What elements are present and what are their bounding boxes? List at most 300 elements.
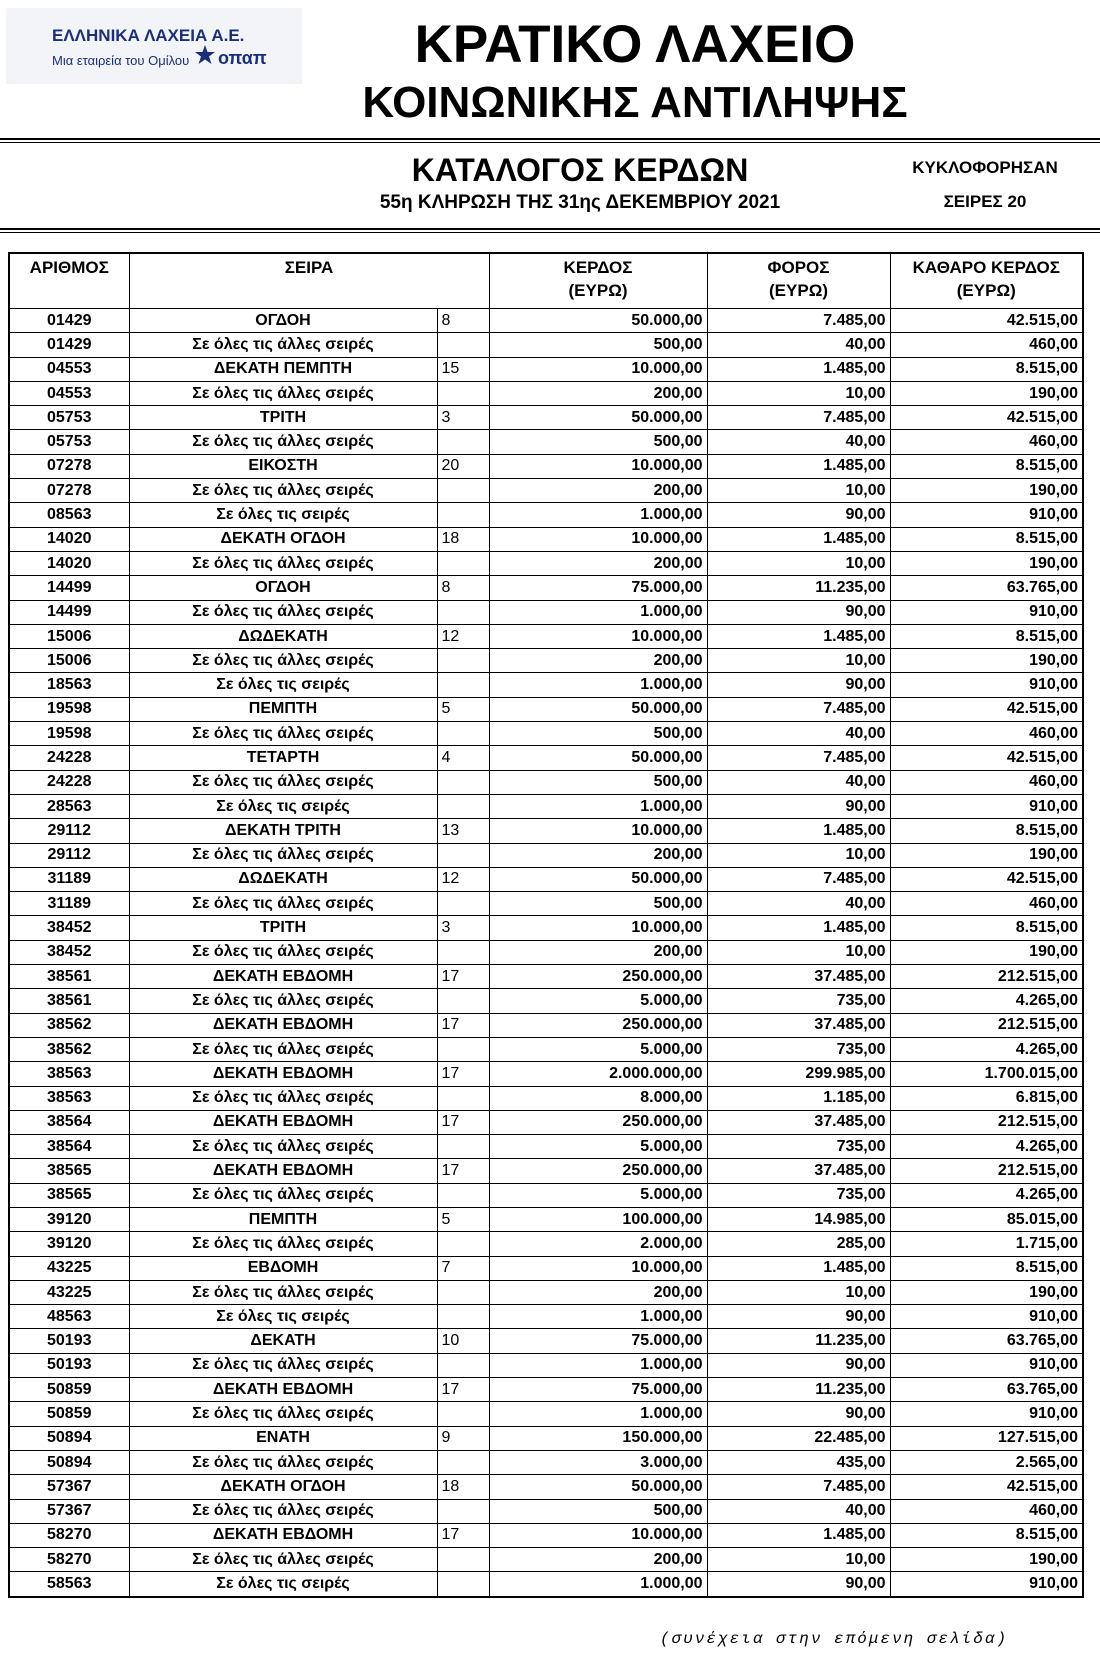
cell-number: 18563 xyxy=(9,673,129,697)
cell-net: 4.265,00 xyxy=(890,1037,1083,1061)
table-row xyxy=(9,673,1083,697)
header-divider-bottom xyxy=(0,228,1100,230)
cell-series-no xyxy=(437,770,489,794)
table-row xyxy=(9,1572,1083,1597)
cell-prize: 1.000,00 xyxy=(489,1572,707,1597)
table-row xyxy=(9,1329,1083,1353)
cell-series-no xyxy=(437,794,489,818)
cell-series-no: 8 xyxy=(437,576,489,600)
cell-prize: 500,00 xyxy=(489,333,707,357)
cell-number: 31189 xyxy=(9,867,129,891)
cell-series-no xyxy=(437,1305,489,1329)
cell-series: Σε όλες τις άλλες σειρές xyxy=(129,1037,437,1061)
table-header-row xyxy=(9,253,1083,309)
table-row xyxy=(9,1305,1083,1329)
cell-net: 42.515,00 xyxy=(890,867,1083,891)
cell-series-no xyxy=(437,1183,489,1207)
table-row xyxy=(9,576,1083,600)
cell-net: 8.515,00 xyxy=(890,624,1083,648)
cell-prize: 1.000,00 xyxy=(489,1305,707,1329)
cell-prize: 10.000,00 xyxy=(489,1256,707,1280)
cell-prize: 1.000,00 xyxy=(489,1402,707,1426)
cell-series: ΔΕΚΑΤΗ ΟΓΔΟΗ xyxy=(129,1475,437,1499)
cell-series: Σε όλες τις άλλες σειρές xyxy=(129,479,437,503)
cell-prize: 50.000,00 xyxy=(489,697,707,721)
cell-tax: 10,00 xyxy=(707,1280,890,1304)
table-row xyxy=(9,965,1083,989)
cell-tax: 1.485,00 xyxy=(707,357,890,381)
cell-net: 8.515,00 xyxy=(890,527,1083,551)
cell-number: 38561 xyxy=(9,989,129,1013)
cell-number: 50193 xyxy=(9,1353,129,1377)
cell-net: 910,00 xyxy=(890,1402,1083,1426)
cell-tax: 7.485,00 xyxy=(707,406,890,430)
table-row xyxy=(9,1523,1083,1547)
cell-series-no: 15 xyxy=(437,357,489,381)
cell-net: 190,00 xyxy=(890,381,1083,405)
cell-series-no: 10 xyxy=(437,1329,489,1353)
cell-prize: 5.000,00 xyxy=(489,1135,707,1159)
table-row xyxy=(9,503,1083,527)
cell-tax: 90,00 xyxy=(707,794,890,818)
cell-series: ΤΕΤΑΡΤΗ xyxy=(129,746,437,770)
cell-tax: 10,00 xyxy=(707,1548,890,1572)
logo-subtitle: Μια εταιρεία του Ομίλου xyxy=(52,53,190,68)
cell-tax: 90,00 xyxy=(707,600,890,624)
table-row xyxy=(9,1548,1083,1572)
cell-series-no xyxy=(437,1135,489,1159)
cell-net: 460,00 xyxy=(890,722,1083,746)
cell-tax: 90,00 xyxy=(707,1572,890,1597)
cell-tax: 1.485,00 xyxy=(707,1523,890,1547)
cell-series: ΟΓΔΟΗ xyxy=(129,576,437,600)
cell-prize: 50.000,00 xyxy=(489,406,707,430)
cell-prize: 2.000,00 xyxy=(489,1232,707,1256)
cell-prize: 1.000,00 xyxy=(489,673,707,697)
cell-prize: 1.000,00 xyxy=(489,503,707,527)
header-divider-bottom-thin xyxy=(0,232,1100,233)
logo-company-name: ΕΛΛΗΝΙΚΑ ΛΑΧΕΙΑ Α.Ε. xyxy=(52,26,245,45)
cell-series: Σε όλες τις άλλες σειρές xyxy=(129,1280,437,1304)
cell-net: 212.515,00 xyxy=(890,1110,1083,1134)
opap-star-icon xyxy=(194,44,216,66)
cell-series: Σε όλες τις άλλες σειρές xyxy=(129,843,437,867)
prize-table xyxy=(8,252,1084,1598)
cell-tax: 11.235,00 xyxy=(707,1329,890,1353)
cell-net: 460,00 xyxy=(890,1499,1083,1523)
cell-series-no xyxy=(437,940,489,964)
table-row xyxy=(9,309,1083,333)
cell-prize: 250.000,00 xyxy=(489,965,707,989)
cell-series-no xyxy=(437,1548,489,1572)
cell-net: 8.515,00 xyxy=(890,1256,1083,1280)
table-row xyxy=(9,916,1083,940)
cell-series-no: 17 xyxy=(437,1378,489,1402)
cell-number: 57367 xyxy=(9,1499,129,1523)
cell-prize: 3.000,00 xyxy=(489,1450,707,1474)
cell-net: 190,00 xyxy=(890,843,1083,867)
cell-net: 8.515,00 xyxy=(890,916,1083,940)
table-row xyxy=(9,770,1083,794)
cell-series-no xyxy=(437,1232,489,1256)
cell-series-no xyxy=(437,381,489,405)
cell-number: 15006 xyxy=(9,649,129,673)
cell-series-no: 3 xyxy=(437,916,489,940)
cell-number: 39120 xyxy=(9,1232,129,1256)
cell-number: 14499 xyxy=(9,600,129,624)
cell-tax: 1.185,00 xyxy=(707,1086,890,1110)
cell-number: 24228 xyxy=(9,746,129,770)
cell-number: 07278 xyxy=(9,479,129,503)
cell-series: Σε όλες τις άλλες σειρές xyxy=(129,940,437,964)
cell-series-no xyxy=(437,600,489,624)
cell-net: 910,00 xyxy=(890,1353,1083,1377)
cell-net: 460,00 xyxy=(890,333,1083,357)
table-row xyxy=(9,1426,1083,1450)
cell-series: Σε όλες τις άλλες σειρές xyxy=(129,1402,437,1426)
cell-number: 14020 xyxy=(9,551,129,575)
cell-net: 42.515,00 xyxy=(890,406,1083,430)
table-row xyxy=(9,624,1083,648)
cell-tax: 10,00 xyxy=(707,381,890,405)
cell-prize: 500,00 xyxy=(489,722,707,746)
table-body xyxy=(9,309,1083,1597)
table-row xyxy=(9,381,1083,405)
cell-number: 14020 xyxy=(9,527,129,551)
cell-tax: 435,00 xyxy=(707,1450,890,1474)
cell-number: 38565 xyxy=(9,1159,129,1183)
cell-series-no xyxy=(437,551,489,575)
cell-net: 190,00 xyxy=(890,551,1083,575)
cell-prize: 200,00 xyxy=(489,843,707,867)
cell-prize: 50.000,00 xyxy=(489,309,707,333)
table-row xyxy=(9,600,1083,624)
header-tax: ΦΟΡΟΣ (ΕΥΡΩ) xyxy=(707,253,890,309)
cell-number: 24228 xyxy=(9,770,129,794)
header-number: ΑΡΙΘΜΟΣ xyxy=(9,253,129,309)
cell-series-no xyxy=(437,1280,489,1304)
cell-number: 19598 xyxy=(9,722,129,746)
cell-number: 43225 xyxy=(9,1280,129,1304)
cell-tax: 37.485,00 xyxy=(707,1159,890,1183)
cell-prize: 250.000,00 xyxy=(489,1159,707,1183)
cell-tax: 299.985,00 xyxy=(707,1062,890,1086)
cell-tax: 735,00 xyxy=(707,1037,890,1061)
cell-prize: 50.000,00 xyxy=(489,867,707,891)
cell-tax: 10,00 xyxy=(707,551,890,575)
cell-series-no: 17 xyxy=(437,1062,489,1086)
table-row xyxy=(9,1062,1083,1086)
cell-prize: 1.000,00 xyxy=(489,1353,707,1377)
cell-tax: 40,00 xyxy=(707,770,890,794)
cell-tax: 10,00 xyxy=(707,843,890,867)
cell-tax: 90,00 xyxy=(707,1353,890,1377)
cell-tax: 7.485,00 xyxy=(707,309,890,333)
cell-prize: 1.000,00 xyxy=(489,600,707,624)
table-row xyxy=(9,1183,1083,1207)
catalog-title: ΚΑΤΑΛΟΓΟΣ ΚΕΡΔΩΝ xyxy=(411,152,749,188)
cell-series-no xyxy=(437,1353,489,1377)
cell-number: 48563 xyxy=(9,1305,129,1329)
cell-prize: 150.000,00 xyxy=(489,1426,707,1450)
cell-series: Σε όλες τις άλλες σειρές xyxy=(129,722,437,746)
cell-number: 08563 xyxy=(9,503,129,527)
cell-series: Σε όλες τις άλλες σειρές xyxy=(129,649,437,673)
table-row xyxy=(9,892,1083,916)
cell-series: ΟΓΔΟΗ xyxy=(129,309,437,333)
table-row xyxy=(9,527,1083,551)
cell-net: 190,00 xyxy=(890,940,1083,964)
cell-series: ΔΕΚΑΤΗ ΕΒΔΟΜΗ xyxy=(129,1523,437,1547)
cell-net: 1.700.015,00 xyxy=(890,1062,1083,1086)
cell-net: 8.515,00 xyxy=(890,819,1083,843)
header-prize: ΚΕΡΔΟΣ (ΕΥΡΩ) xyxy=(489,253,707,309)
table-row xyxy=(9,819,1083,843)
cell-number: 15006 xyxy=(9,624,129,648)
cell-number: 50859 xyxy=(9,1402,129,1426)
cell-net: 1.715,00 xyxy=(890,1232,1083,1256)
table-row xyxy=(9,1086,1083,1110)
cell-tax: 1.485,00 xyxy=(707,454,890,478)
cell-tax: 10,00 xyxy=(707,479,890,503)
cell-prize: 500,00 xyxy=(489,430,707,454)
cell-series: ΔΕΚΑΤΗ ΟΓΔΟΗ xyxy=(129,527,437,551)
cell-number: 50894 xyxy=(9,1426,129,1450)
cell-tax: 11.235,00 xyxy=(707,576,890,600)
cell-prize: 5.000,00 xyxy=(489,989,707,1013)
cell-prize: 5.000,00 xyxy=(489,1183,707,1207)
continue-note: (συνέχεια στην επόμενη σελίδα) xyxy=(660,1630,1009,1648)
table-row xyxy=(9,1232,1083,1256)
cell-number: 50193 xyxy=(9,1329,129,1353)
cell-series-no xyxy=(437,1450,489,1474)
cell-net: 127.515,00 xyxy=(890,1426,1083,1450)
cell-prize: 75.000,00 xyxy=(489,1378,707,1402)
table-row xyxy=(9,1353,1083,1377)
cell-series: Σε όλες τις σειρές xyxy=(129,1305,437,1329)
cell-series: Σε όλες τις άλλες σειρές xyxy=(129,1450,437,1474)
cell-number: 38565 xyxy=(9,1183,129,1207)
circulated-label: ΚΥΚΛΟΦΟΡΗΣΑΝ xyxy=(912,158,1058,177)
cell-number: 19598 xyxy=(9,697,129,721)
cell-tax: 40,00 xyxy=(707,430,890,454)
cell-number: 01429 xyxy=(9,309,129,333)
company-logo xyxy=(6,8,302,84)
cell-tax: 37.485,00 xyxy=(707,1110,890,1134)
cell-prize: 10.000,00 xyxy=(489,454,707,478)
cell-net: 910,00 xyxy=(890,1305,1083,1329)
cell-number: 07278 xyxy=(9,454,129,478)
table-row xyxy=(9,1450,1083,1474)
cell-tax: 7.485,00 xyxy=(707,867,890,891)
cell-series-no: 5 xyxy=(437,1207,489,1231)
cell-tax: 1.485,00 xyxy=(707,819,890,843)
cell-tax: 40,00 xyxy=(707,722,890,746)
cell-number: 04553 xyxy=(9,357,129,381)
cell-number: 29112 xyxy=(9,819,129,843)
cell-series-no xyxy=(437,1572,489,1597)
cell-series: ΔΕΚΑΤΗ ΕΒΔΟΜΗ xyxy=(129,1062,437,1086)
cell-number: 58270 xyxy=(9,1523,129,1547)
cell-number: 38561 xyxy=(9,965,129,989)
cell-series-no xyxy=(437,503,489,527)
cell-series: ΔΕΚΑΤΗ ΕΒΔΟΜΗ xyxy=(129,1159,437,1183)
cell-net: 212.515,00 xyxy=(890,1159,1083,1183)
cell-series: Σε όλες τις άλλες σειρές xyxy=(129,333,437,357)
cell-prize: 200,00 xyxy=(489,649,707,673)
table-row xyxy=(9,551,1083,575)
cell-prize: 10.000,00 xyxy=(489,819,707,843)
table-row xyxy=(9,1280,1083,1304)
cell-series-no: 17 xyxy=(437,1110,489,1134)
cell-number: 04553 xyxy=(9,381,129,405)
cell-number: 38564 xyxy=(9,1135,129,1159)
cell-prize: 200,00 xyxy=(489,551,707,575)
table-row xyxy=(9,1256,1083,1280)
cell-series-no: 20 xyxy=(437,454,489,478)
cell-prize: 75.000,00 xyxy=(489,1329,707,1353)
cell-tax: 90,00 xyxy=(707,1305,890,1329)
cell-series-no: 12 xyxy=(437,624,489,648)
cell-series-no xyxy=(437,843,489,867)
cell-prize: 500,00 xyxy=(489,892,707,916)
cell-series: ΠΕΜΠΤΗ xyxy=(129,697,437,721)
cell-number: 43225 xyxy=(9,1256,129,1280)
page-title: ΚΡΑΤΙΚΟ ΛΑΧΕΙΟ xyxy=(414,15,856,74)
cell-net: 6.815,00 xyxy=(890,1086,1083,1110)
cell-net: 460,00 xyxy=(890,770,1083,794)
cell-number: 58270 xyxy=(9,1548,129,1572)
cell-prize: 250.000,00 xyxy=(489,1110,707,1134)
cell-net: 63.765,00 xyxy=(890,1378,1083,1402)
table-row xyxy=(9,794,1083,818)
table-row xyxy=(9,940,1083,964)
cell-net: 212.515,00 xyxy=(890,965,1083,989)
cell-tax: 37.485,00 xyxy=(707,1013,890,1037)
table-row xyxy=(9,722,1083,746)
cell-net: 8.515,00 xyxy=(890,454,1083,478)
draw-info: 55η ΚΛΗΡΩΣΗ ΤΗΣ 31ης ΔΕΚΕΜΒΡΙΟΥ 2021 xyxy=(379,192,781,213)
table-row xyxy=(9,1135,1083,1159)
cell-series: Σε όλες τις άλλες σειρές xyxy=(129,600,437,624)
header-divider-top xyxy=(0,138,1100,140)
cell-series-no: 8 xyxy=(437,309,489,333)
cell-series-no: 5 xyxy=(437,697,489,721)
cell-series: ΔΩΔΕΚΑΤΗ xyxy=(129,624,437,648)
cell-tax: 22.485,00 xyxy=(707,1426,890,1450)
cell-series: Σε όλες τις σειρές xyxy=(129,794,437,818)
cell-prize: 8.000,00 xyxy=(489,1086,707,1110)
cell-prize: 500,00 xyxy=(489,1499,707,1523)
cell-number: 57367 xyxy=(9,1475,129,1499)
cell-series-no xyxy=(437,1402,489,1426)
table-row xyxy=(9,649,1083,673)
cell-net: 42.515,00 xyxy=(890,309,1083,333)
cell-net: 4.265,00 xyxy=(890,1183,1083,1207)
cell-tax: 90,00 xyxy=(707,1402,890,1426)
cell-series: Σε όλες τις άλλες σειρές xyxy=(129,770,437,794)
cell-series-no xyxy=(437,1499,489,1523)
cell-net: 910,00 xyxy=(890,794,1083,818)
table-row xyxy=(9,1402,1083,1426)
cell-series: ΔΕΚΑΤΗ ΕΒΔΟΜΗ xyxy=(129,1110,437,1134)
cell-series: ΔΕΚΑΤΗ ΕΒΔΟΜΗ xyxy=(129,1378,437,1402)
cell-net: 63.765,00 xyxy=(890,576,1083,600)
cell-number: 05753 xyxy=(9,430,129,454)
table-row xyxy=(9,454,1083,478)
cell-series: Σε όλες τις άλλες σειρές xyxy=(129,989,437,1013)
cell-series-no: 17 xyxy=(437,1159,489,1183)
cell-tax: 40,00 xyxy=(707,1499,890,1523)
cell-number: 29112 xyxy=(9,843,129,867)
cell-net: 190,00 xyxy=(890,649,1083,673)
table-row xyxy=(9,1013,1083,1037)
cell-tax: 1.485,00 xyxy=(707,527,890,551)
cell-number: 28563 xyxy=(9,794,129,818)
cell-tax: 1.485,00 xyxy=(707,1256,890,1280)
table-row xyxy=(9,697,1083,721)
table-row xyxy=(9,357,1083,381)
cell-number: 58563 xyxy=(9,1572,129,1597)
table-row xyxy=(9,1475,1083,1499)
cell-series-no: 18 xyxy=(437,527,489,551)
header-net: ΚΑΘΑΡΟ ΚΕΡΔΟΣ (ΕΥΡΩ) xyxy=(890,253,1083,309)
table-row xyxy=(9,1499,1083,1523)
table-row xyxy=(9,333,1083,357)
table-row xyxy=(9,843,1083,867)
cell-net: 910,00 xyxy=(890,1572,1083,1597)
cell-prize: 5.000,00 xyxy=(489,1037,707,1061)
cell-series: Σε όλες τις άλλες σειρές xyxy=(129,1353,437,1377)
cell-prize: 50.000,00 xyxy=(489,1475,707,1499)
cell-series: ΠΕΜΠΤΗ xyxy=(129,1207,437,1231)
cell-tax: 90,00 xyxy=(707,503,890,527)
cell-net: 85.015,00 xyxy=(890,1207,1083,1231)
cell-series: Σε όλες τις άλλες σειρές xyxy=(129,1548,437,1572)
series-count: ΣΕΙΡΕΣ 20 xyxy=(943,192,1027,211)
table-row xyxy=(9,867,1083,891)
table-row xyxy=(9,406,1083,430)
cell-net: 8.515,00 xyxy=(890,1523,1083,1547)
cell-net: 190,00 xyxy=(890,479,1083,503)
cell-series-no: 4 xyxy=(437,746,489,770)
cell-series-no: 12 xyxy=(437,867,489,891)
table-row xyxy=(9,1037,1083,1061)
table-row xyxy=(9,1207,1083,1231)
cell-number: 14499 xyxy=(9,576,129,600)
cell-number: 38452 xyxy=(9,916,129,940)
cell-tax: 40,00 xyxy=(707,892,890,916)
cell-series: Σε όλες τις άλλες σειρές xyxy=(129,892,437,916)
cell-series-no xyxy=(437,1037,489,1061)
cell-series: Σε όλες τις άλλες σειρές xyxy=(129,1086,437,1110)
cell-series-no xyxy=(437,333,489,357)
cell-prize: 200,00 xyxy=(489,1280,707,1304)
cell-tax: 1.485,00 xyxy=(707,624,890,648)
cell-series: ΤΡΙΤΗ xyxy=(129,406,437,430)
cell-net: 910,00 xyxy=(890,600,1083,624)
logo-brand: οπαπ xyxy=(218,48,267,68)
cell-tax: 7.485,00 xyxy=(707,746,890,770)
cell-series: ΕΙΚΟΣΤΗ xyxy=(129,454,437,478)
header-series: ΣΕΙΡΑ xyxy=(129,253,489,309)
cell-tax: 37.485,00 xyxy=(707,965,890,989)
table-row xyxy=(9,989,1083,1013)
cell-series: ΔΕΚΑΤΗ ΕΒΔΟΜΗ xyxy=(129,1013,437,1037)
cell-series-no xyxy=(437,479,489,503)
cell-series: ΔΕΚΑΤΗ ΕΒΔΟΜΗ xyxy=(129,965,437,989)
cell-net: 4.265,00 xyxy=(890,989,1083,1013)
